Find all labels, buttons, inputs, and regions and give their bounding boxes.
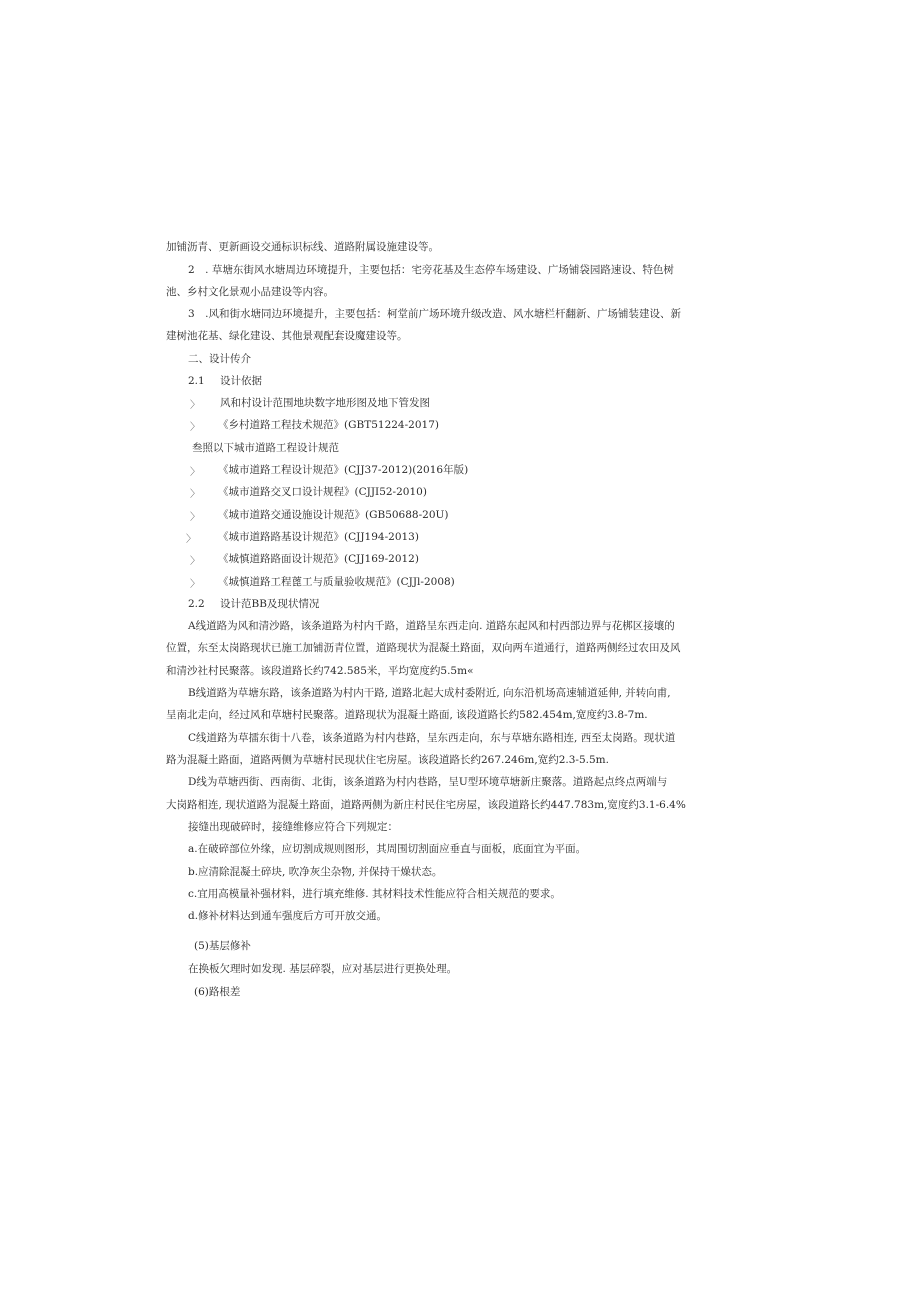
chevron-right-icon: 〉 xyxy=(190,579,200,590)
chevron-right-icon: 〉 xyxy=(190,512,200,523)
reference-item: 《城市道路交通设施设计规范》(GB50688-20U) xyxy=(218,509,449,521)
paragraph-line: B线道路为草塘东路，该条道路为村内干路, 道路北起大成村委附近, 向东沿机场高速辅道延伸, 并转向甫, xyxy=(188,687,671,699)
reference-item: 《城慎道路工程蓖工与质量验收规范》(CJJl-2008) xyxy=(218,576,455,588)
list-item: d.修补材料达到通车强度后方可开放交通。 xyxy=(188,910,388,922)
text-line: 3 .风和街水塘同边环境提升，主要包括：柯堂前广场环境升级改造、风水塘栏杆翻新、广场铺装建设、新 xyxy=(188,308,682,320)
list-item: c.宜用高模量补强材料，进行填充维修. 其材料技术性能应符合相关规范的要求。 xyxy=(188,888,561,900)
chevron-right-icon: 〉 xyxy=(190,422,200,433)
paragraph-line: 在换板欠理时如发现. 基层碎裂，应对基层进行更换处理。 xyxy=(188,963,458,975)
paragraph-line: 大岗路相连, 现状道路为混凝土路面，道路两侧为新庄村民住宅房屋，该段道路长约447.783m,宽度约3.1-6.4% xyxy=(166,799,686,811)
reference-item: 《城市道路路基设计规范》(CJJ194-2013) xyxy=(218,531,419,543)
chevron-right-icon: 〉 xyxy=(186,534,196,545)
list-item: b.应清除混凝土碎块, 吹净灰尘杂物, 并保持干燥状态。 xyxy=(188,866,443,878)
subsection-title: 设计范BB及现状情况 xyxy=(220,598,320,610)
text-line: 加铺沥青、更新画设交通标识标线、道路附属设施建设等。 xyxy=(166,241,439,253)
subsection-number: 2.2 xyxy=(188,598,205,610)
paragraph-line: A线道路为风和清沙路，该条道路为村内千路，道路呈东西走向. 道路东起风和村西部边界与花梆区接壤的 xyxy=(188,620,675,632)
paragraph-line: 呈南北走向，经过风和草塘村民聚落。道路现状为混凝土路面, 该段道路长约582.454m,宽度约3.8-7m. xyxy=(166,709,648,721)
item-heading: (5)基层修补 xyxy=(194,940,251,952)
paragraph-line: C线道路为草擂东街十八卷，该条道路为村内巷路，呈东西走向，东与草塘东路相连, 西至太岗路。现状道 xyxy=(188,732,676,744)
chevron-right-icon: 〉 xyxy=(190,556,200,567)
paragraph-line: 路为混凝土路面，道路两侧为草塘村民现状住宅房屋。该段道路长约267.246m,宽约2.3-5.5m. xyxy=(166,754,609,766)
paragraph-line: 和清沙社村民聚落。该段道路长约742.585米，平均宽度约5.5m« xyxy=(166,665,474,677)
list-item: a.在破碎部位外缘，应切割成规则图形，其周围切割面应垂直与面板，底面宜为平面。 xyxy=(188,843,587,855)
paragraph-line: 位置，东至太岗路现状已施工加铺沥青位置，道路现状为混凝土路面，双向两车道通行，道路两侧经过农田及风 xyxy=(166,642,681,654)
subsection-number: 2.1 xyxy=(188,375,205,387)
reference-intro: 叁照以下城市道路工程设计规范 xyxy=(192,442,339,454)
reference-item: 《城市道路交叉口设计规程》(CJJI52-2010) xyxy=(218,486,427,498)
section-heading: 二、设计传介 xyxy=(188,353,251,365)
reference-item: 《城市道路工程设计规范》(CJJ37-2012)(2016年版) xyxy=(218,464,469,476)
text-line: 2 . 草塘东街风水塘周边环境提升，主要包括：宅旁花基及生态停车场建设、广场铺袋园路速设、特色树 xyxy=(188,264,674,276)
paragraph-line: 接缝出现破碎时，接缝维修应符合下列规定： xyxy=(188,821,398,833)
reference-item: 《城慎道路路面设计规范》(CJJ169-2012) xyxy=(218,553,419,565)
chevron-right-icon: 〉 xyxy=(190,400,200,411)
reference-item: 《乡村道路工程技术规范》(GBT51224-2017) xyxy=(218,419,439,431)
chevron-right-icon: 〉 xyxy=(190,467,200,478)
paragraph-line: D线为草塘西街、西南街、北街，该条道路为村内巷路，呈U型环境草塘新庄聚落。道路起点终点两端与 xyxy=(188,776,668,788)
subsection-title: 设计依据 xyxy=(220,375,262,387)
text-line: 池、乡村文化景观小品建设等内容。 xyxy=(166,286,334,298)
chevron-right-icon: 〉 xyxy=(190,489,200,500)
text-line: 建树池花基、绿化建设、其他景观配套设魔建设等。 xyxy=(166,330,408,342)
item-heading: (6)路根差 xyxy=(194,986,241,998)
reference-item: 风和村设计范围地块数字地形图及地下管发图 xyxy=(220,397,430,409)
